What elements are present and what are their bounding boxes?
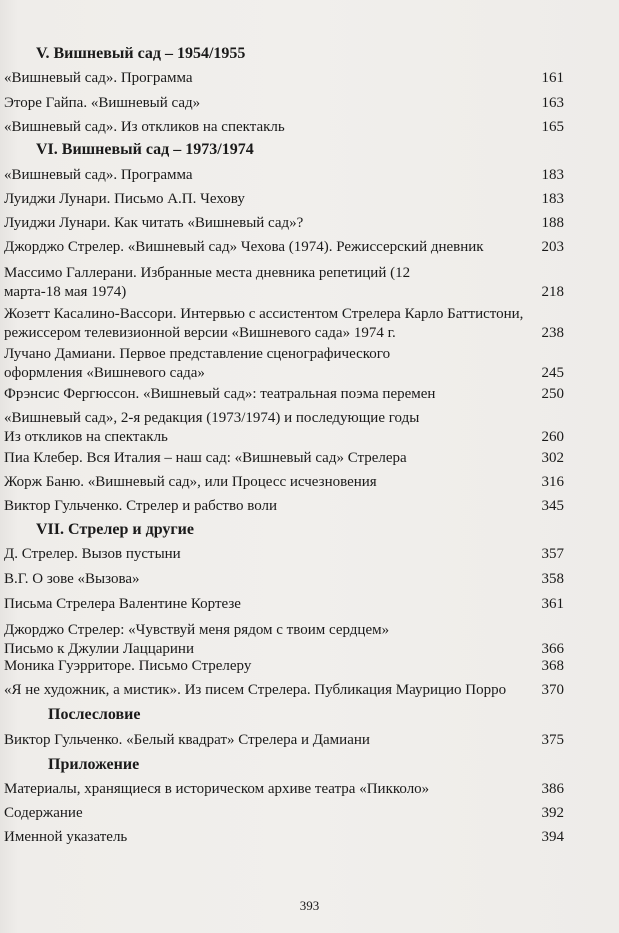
toc-entry: Д. Стрелер. Вызов пустыни 357 <box>4 546 564 562</box>
toc-entry: «Я не художник, а мистик». Из писем Стрелера. Публикация Маурицио Порро 370 <box>4 682 564 698</box>
toc-entry: «Вишневый сад», 2-я редакция (1973/1974) и последующие годы Из откликов на спектакль 260 <box>4 410 564 445</box>
toc-entry: Моника Гуэрриторе. Письмо Стрелеру 368 <box>4 658 564 674</box>
toc-entry: «Вишневый сад». Программа 183 <box>4 167 564 183</box>
toc-entry: Жозетт Касалино-Вассори. Интервью с ассистентом Стрелера Карло Баттистони, режиссером телевизионной версии «Вишневого сада» 1974 г. 238 <box>4 306 564 341</box>
toc-entry: Джорджо Стрелер: «Чувствуй меня рядом с твоим сердцем» Письмо к Джулии Лаццарини 366 <box>4 622 564 657</box>
toc-entry: Лучано Дамиани. Первое представление сценографического оформления «Вишневого сада» 245 <box>4 346 564 381</box>
toc-entry: Массимо Галлерани. Избранные места дневника репетиций (12 марта-18 мая 1974) 218 <box>4 265 564 300</box>
page-number: 393 <box>299 898 320 913</box>
toc-entry: Эторе Гайпа. «Вишневый сад» 163 <box>4 95 564 111</box>
toc-entry: Виктор Гульченко. Стрелер и рабство воли 345 <box>4 498 564 514</box>
toc-entry: Луиджи Лунари. Письмо А.П. Чехову 183 <box>4 191 564 207</box>
toc-entry: Письма Стрелера Валентине Кортезе 361 <box>4 596 564 612</box>
toc-entry: Жорж Баню. «Вишневый сад», или Процесс исчезновения 316 <box>4 474 564 490</box>
section-heading-5: V. Вишневый сад – 1954/1955 <box>36 45 246 62</box>
section-heading-appendix: Приложение <box>48 756 140 773</box>
toc-entry: «Вишневый сад». Из откликов на спектакль 165 <box>4 119 564 135</box>
toc-entry: Джорджо Стрелер. «Вишневый сад» Чехова (1974). Режиссерский дневник 203 <box>4 239 564 255</box>
section-heading-7: VII. Стрелер и другие <box>36 521 194 538</box>
toc-entry: Пиа Клебер. Вся Италия – наш сад: «Вишневый сад» Стрелера 302 <box>4 450 564 466</box>
toc-entry: Фрэнсис Фергюссон. «Вишневый сад»: театральная поэма перемен 250 <box>4 386 564 402</box>
toc-entry: Содержание 392 <box>4 805 564 821</box>
section-heading-afterword: Послесловие <box>48 706 141 723</box>
toc-entry: Именной указатель 394 <box>4 829 564 845</box>
toc-entry: Луиджи Лунари. Как читать «Вишневый сад»? 188 <box>4 215 564 231</box>
toc-entry: Материалы, хранящиеся в историческом архиве театра «Пикколо» 386 <box>4 781 564 797</box>
section-heading-6: VI. Вишневый сад – 1973/1974 <box>36 141 254 158</box>
toc-entry: «Вишневый сад». Программа 161 <box>4 70 564 86</box>
toc-entry: В.Г. О зове «Вызова» 358 <box>4 571 564 587</box>
toc-entry: Виктор Гульченко. «Белый квадрат» Стрелера и Дамиани 375 <box>4 732 564 748</box>
